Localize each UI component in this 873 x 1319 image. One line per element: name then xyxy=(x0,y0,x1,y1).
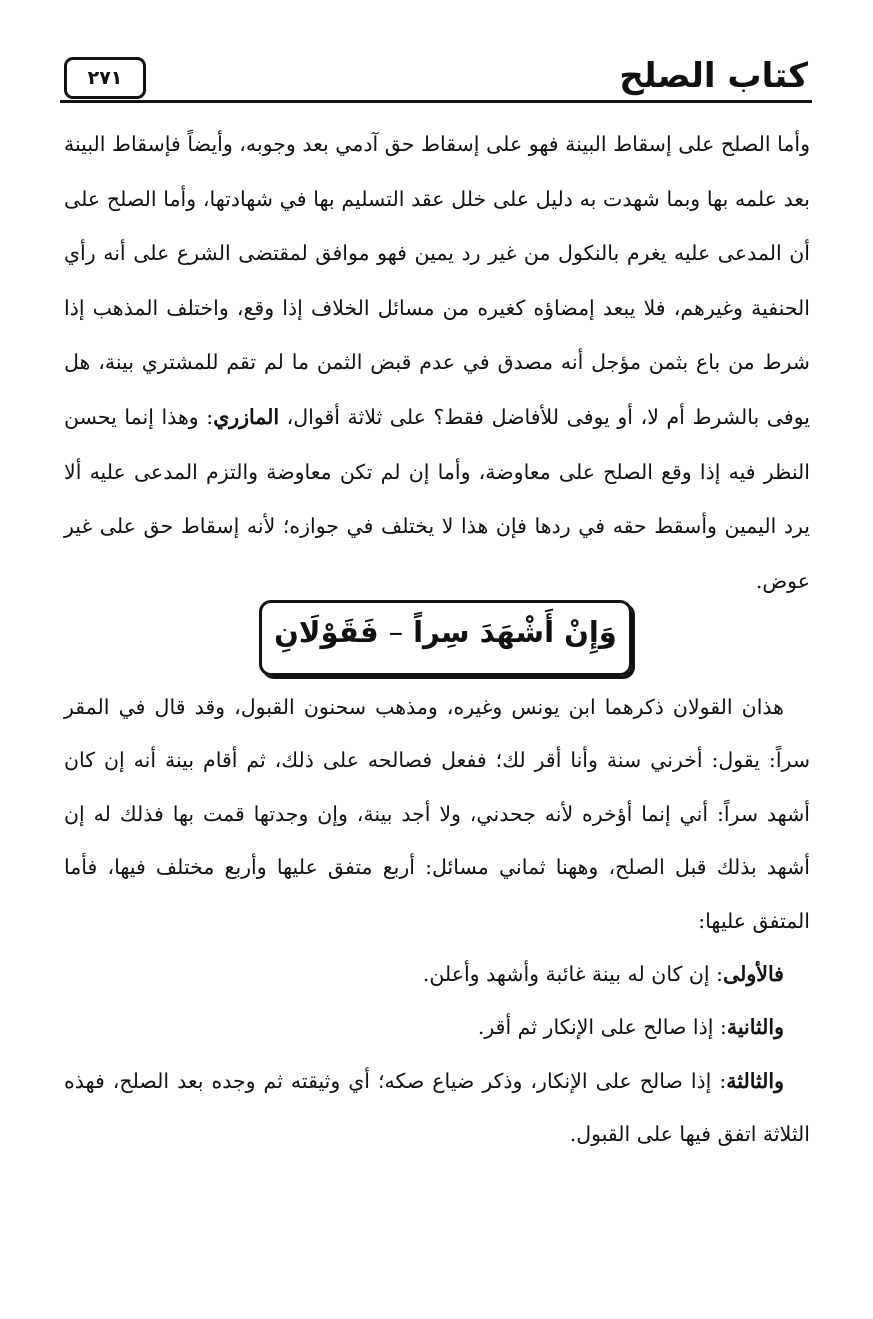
list-item: والثانية: إذا صالح على الإنكار ثم أقر. xyxy=(477,1015,784,1040)
page-number-text: ٢٧١ xyxy=(87,67,123,89)
list-item: والثالثة: إذا صالح على الإنكار، وذكر ضياع صكه؛ أي وثيقته ثم وجده بعد الصلح، فهذه الثلاثة اتفق فيها على القبول. xyxy=(64,1068,810,1147)
bold-name: المازري xyxy=(213,404,280,429)
book-title: كتاب الصلح xyxy=(619,56,808,96)
list-item: فالأولى: إن كان له بينة غائبة وأشهد وأعلن. xyxy=(422,962,784,987)
paragraph: هذان القولان ذكرهما ابن يونس وغيره، ومذهب سحنون القبول، وقد قال في المقر سراً: يقول: أخرني سنة وأنا أقر لك؛ ففعل فصالحه على ذلك، ثم أقام بينة أنه إن كان أشهد سراً: أني إنما أؤخره لأنه جحدني، ولا أجد بينة، وإن وجدتها قمت بها فذلك له إن أشهد بذلك قبل الصلح، وههنا ثماني مسائل: أربع متفق عليها وأربع مختلف فيها، فأما المتفق عليها: xyxy=(64,695,810,933)
page-number xyxy=(64,57,146,99)
page-header xyxy=(60,54,812,108)
section-heading-wrap xyxy=(0,600,873,676)
body-text-top xyxy=(64,117,810,608)
header-rule xyxy=(60,100,812,103)
section-heading: وَإِنْ أَشْهَدَ سِراً–فَقَوْلَانِ xyxy=(259,600,632,676)
paragraph: وأما الصلح على إسقاط البينة فهو على إسقاط حق آدمي بعد وجوبه، وأيضاً فإسقاط البينة بعد علمه بها وبما شهدت به دليل على خلل عقد التسليم بها في شهادتها، وأما الصلح على أن المدعى عليه يغرم بالنكول من غير رد يمين فهو موافق لمقتضى الشرع على أنه رأي الحنفية وغيرهم، فلا يبعد إمضاؤه كغيره من مسائل الخلاف إذا وقع، واختلف المذهب إذا شرط من باع بثمن مؤجل أنه مصدق في عدم قبض الثمن ما لم تقم للمشتري بينة، هل يوفى بالشرط أم لا، أو يوفى للأفاضل فقط؟ على ثلاثة أقوال، المازري: وهذا إنما يحسن النظر فيه إذا وقع الصلح على معاوضة، وأما إن لم تكن معاوضة والتزم المدعى عليه ألا يرد اليمين وأسقط حقه في ردها فإن هذا لا يختلف في جوازه؛ لأنه إسقاط حق على غير عوض. xyxy=(64,132,810,593)
body-text-bottom xyxy=(64,681,810,1162)
